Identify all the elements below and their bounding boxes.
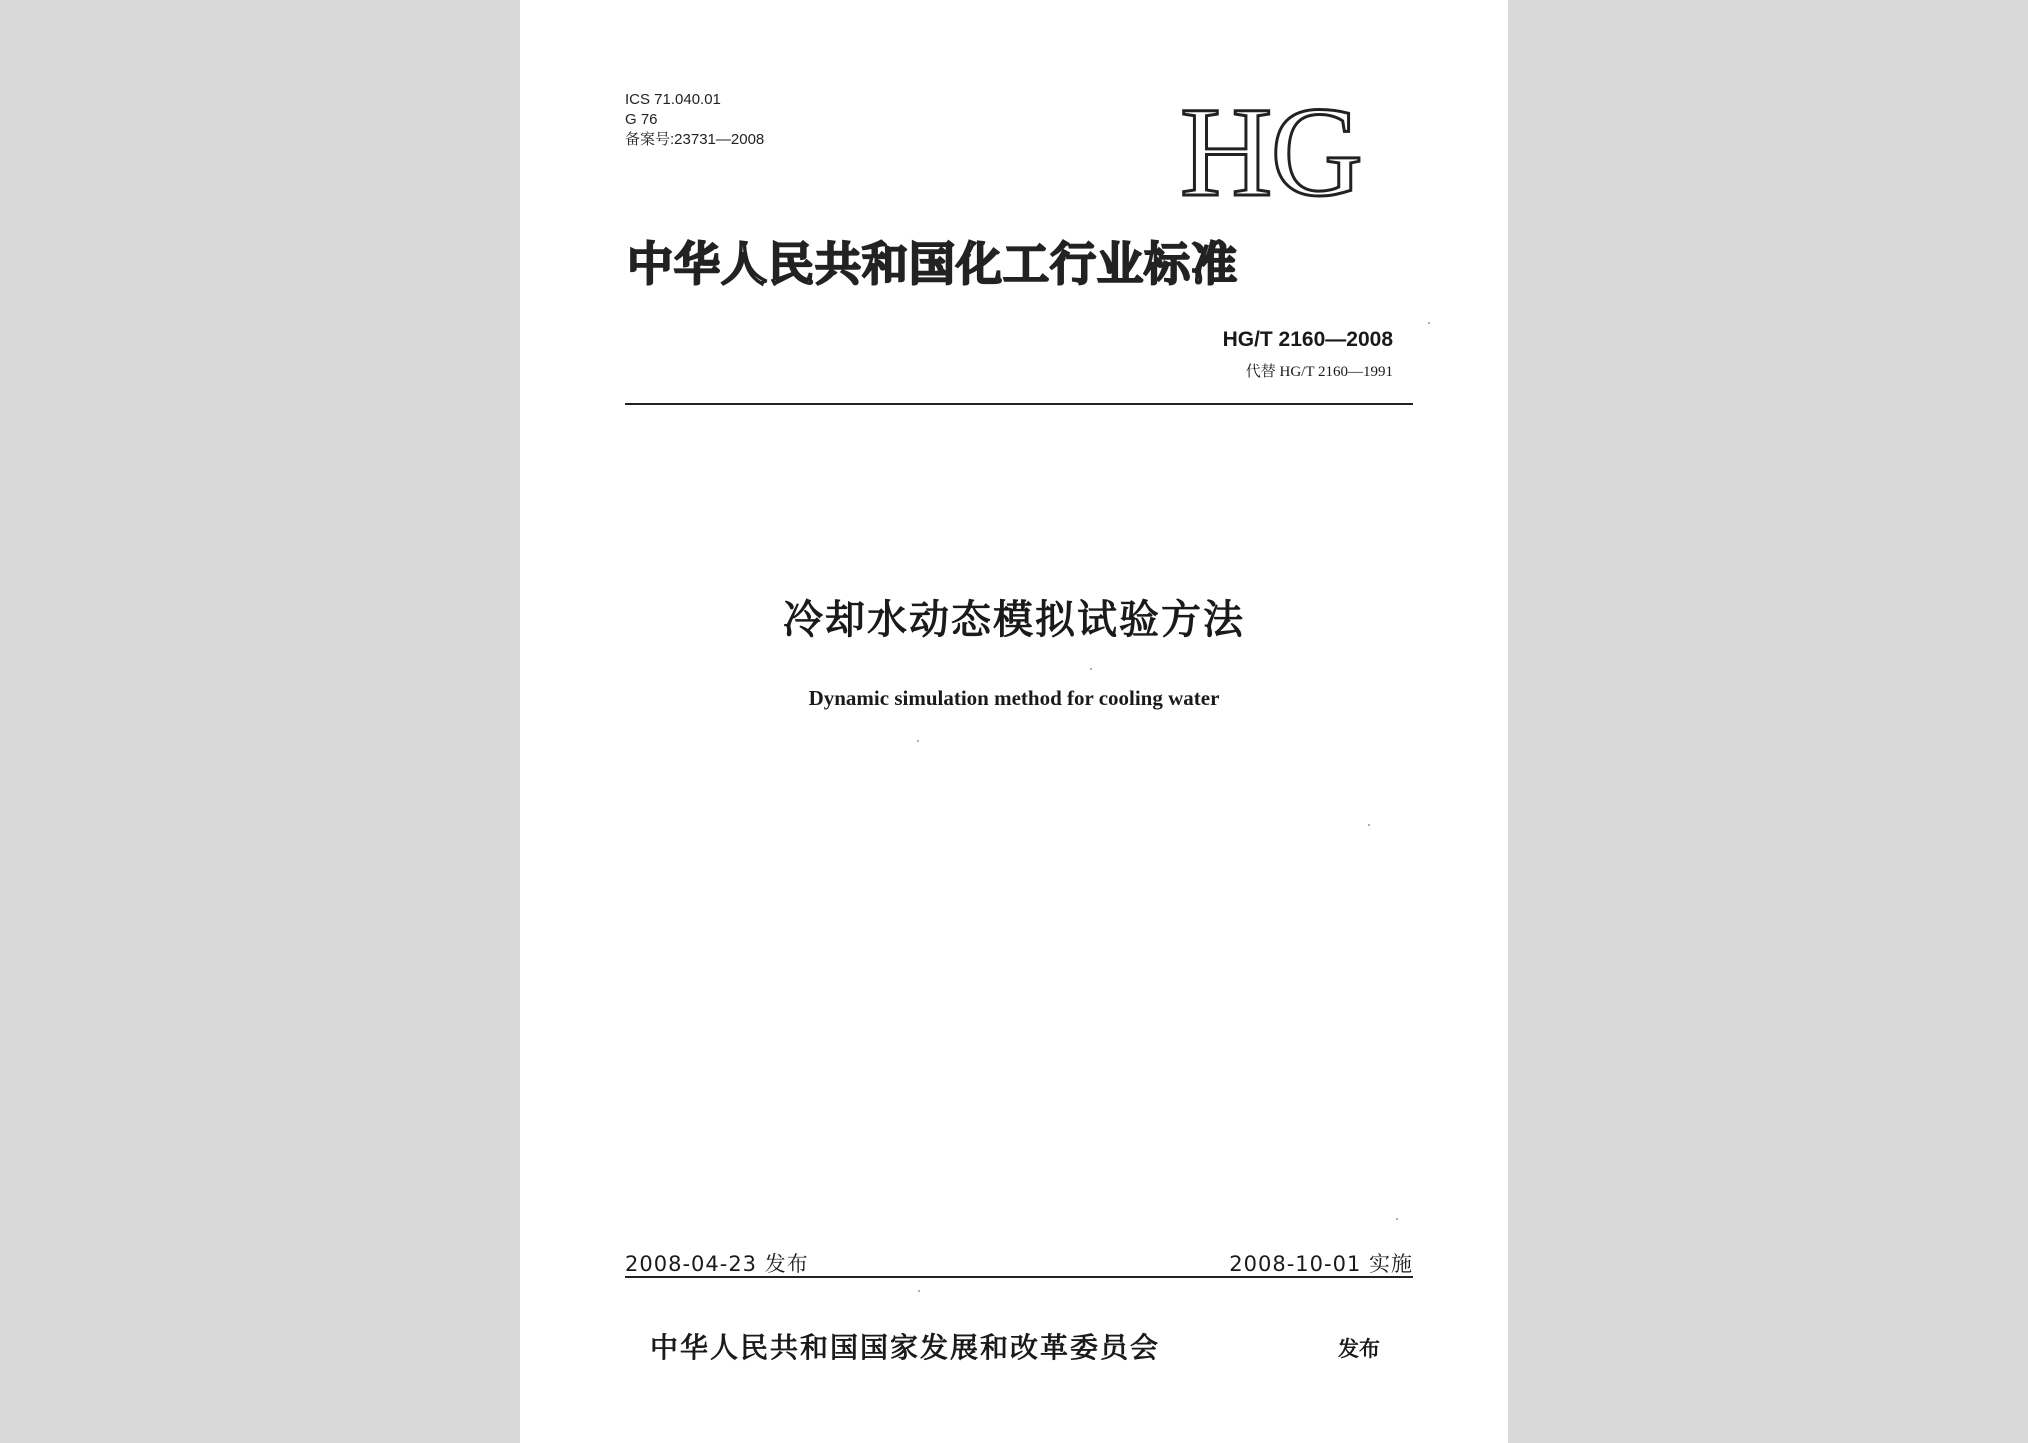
document-title-english: Dynamic simulation method for cooling water bbox=[808, 686, 1220, 710]
class-code: G 76 bbox=[625, 111, 658, 128]
issuing-label: 发布 bbox=[1338, 1337, 1380, 1361]
issuing-authority: 中华人民共和国国家发展和改革委员会 bbox=[650, 1331, 1161, 1364]
scan-speck bbox=[917, 740, 919, 742]
document-page bbox=[520, 0, 1508, 1443]
document-title-chinese: 冷却水动态模拟试验方法 bbox=[783, 597, 1245, 643]
record-number: 备案号:23731—2008 bbox=[625, 131, 765, 148]
issue-date: 2008-04-23 发布 bbox=[625, 1252, 809, 1276]
classification-block bbox=[625, 90, 764, 150]
scan-speck bbox=[918, 1290, 920, 1292]
ics-code: ICS 71.040.01 bbox=[625, 91, 721, 108]
scan-speck bbox=[1090, 668, 1092, 670]
effective-date: 2008-10-01 实施 bbox=[1229, 1252, 1413, 1276]
scan-speck bbox=[1396, 1218, 1398, 1220]
scan-speck bbox=[1428, 322, 1430, 324]
standard-category-title: 中华人民共和国化工行业标准 bbox=[627, 237, 1238, 291]
hg-logo: HG bbox=[1180, 81, 1361, 223]
scan-speck bbox=[1368, 824, 1370, 826]
header-divider bbox=[625, 403, 1413, 405]
replaces-standard: 代替 HG/T 2160—1991 bbox=[1245, 364, 1393, 380]
standard-code: HG/T 2160—2008 bbox=[1222, 328, 1393, 351]
footer-divider bbox=[625, 1276, 1413, 1278]
